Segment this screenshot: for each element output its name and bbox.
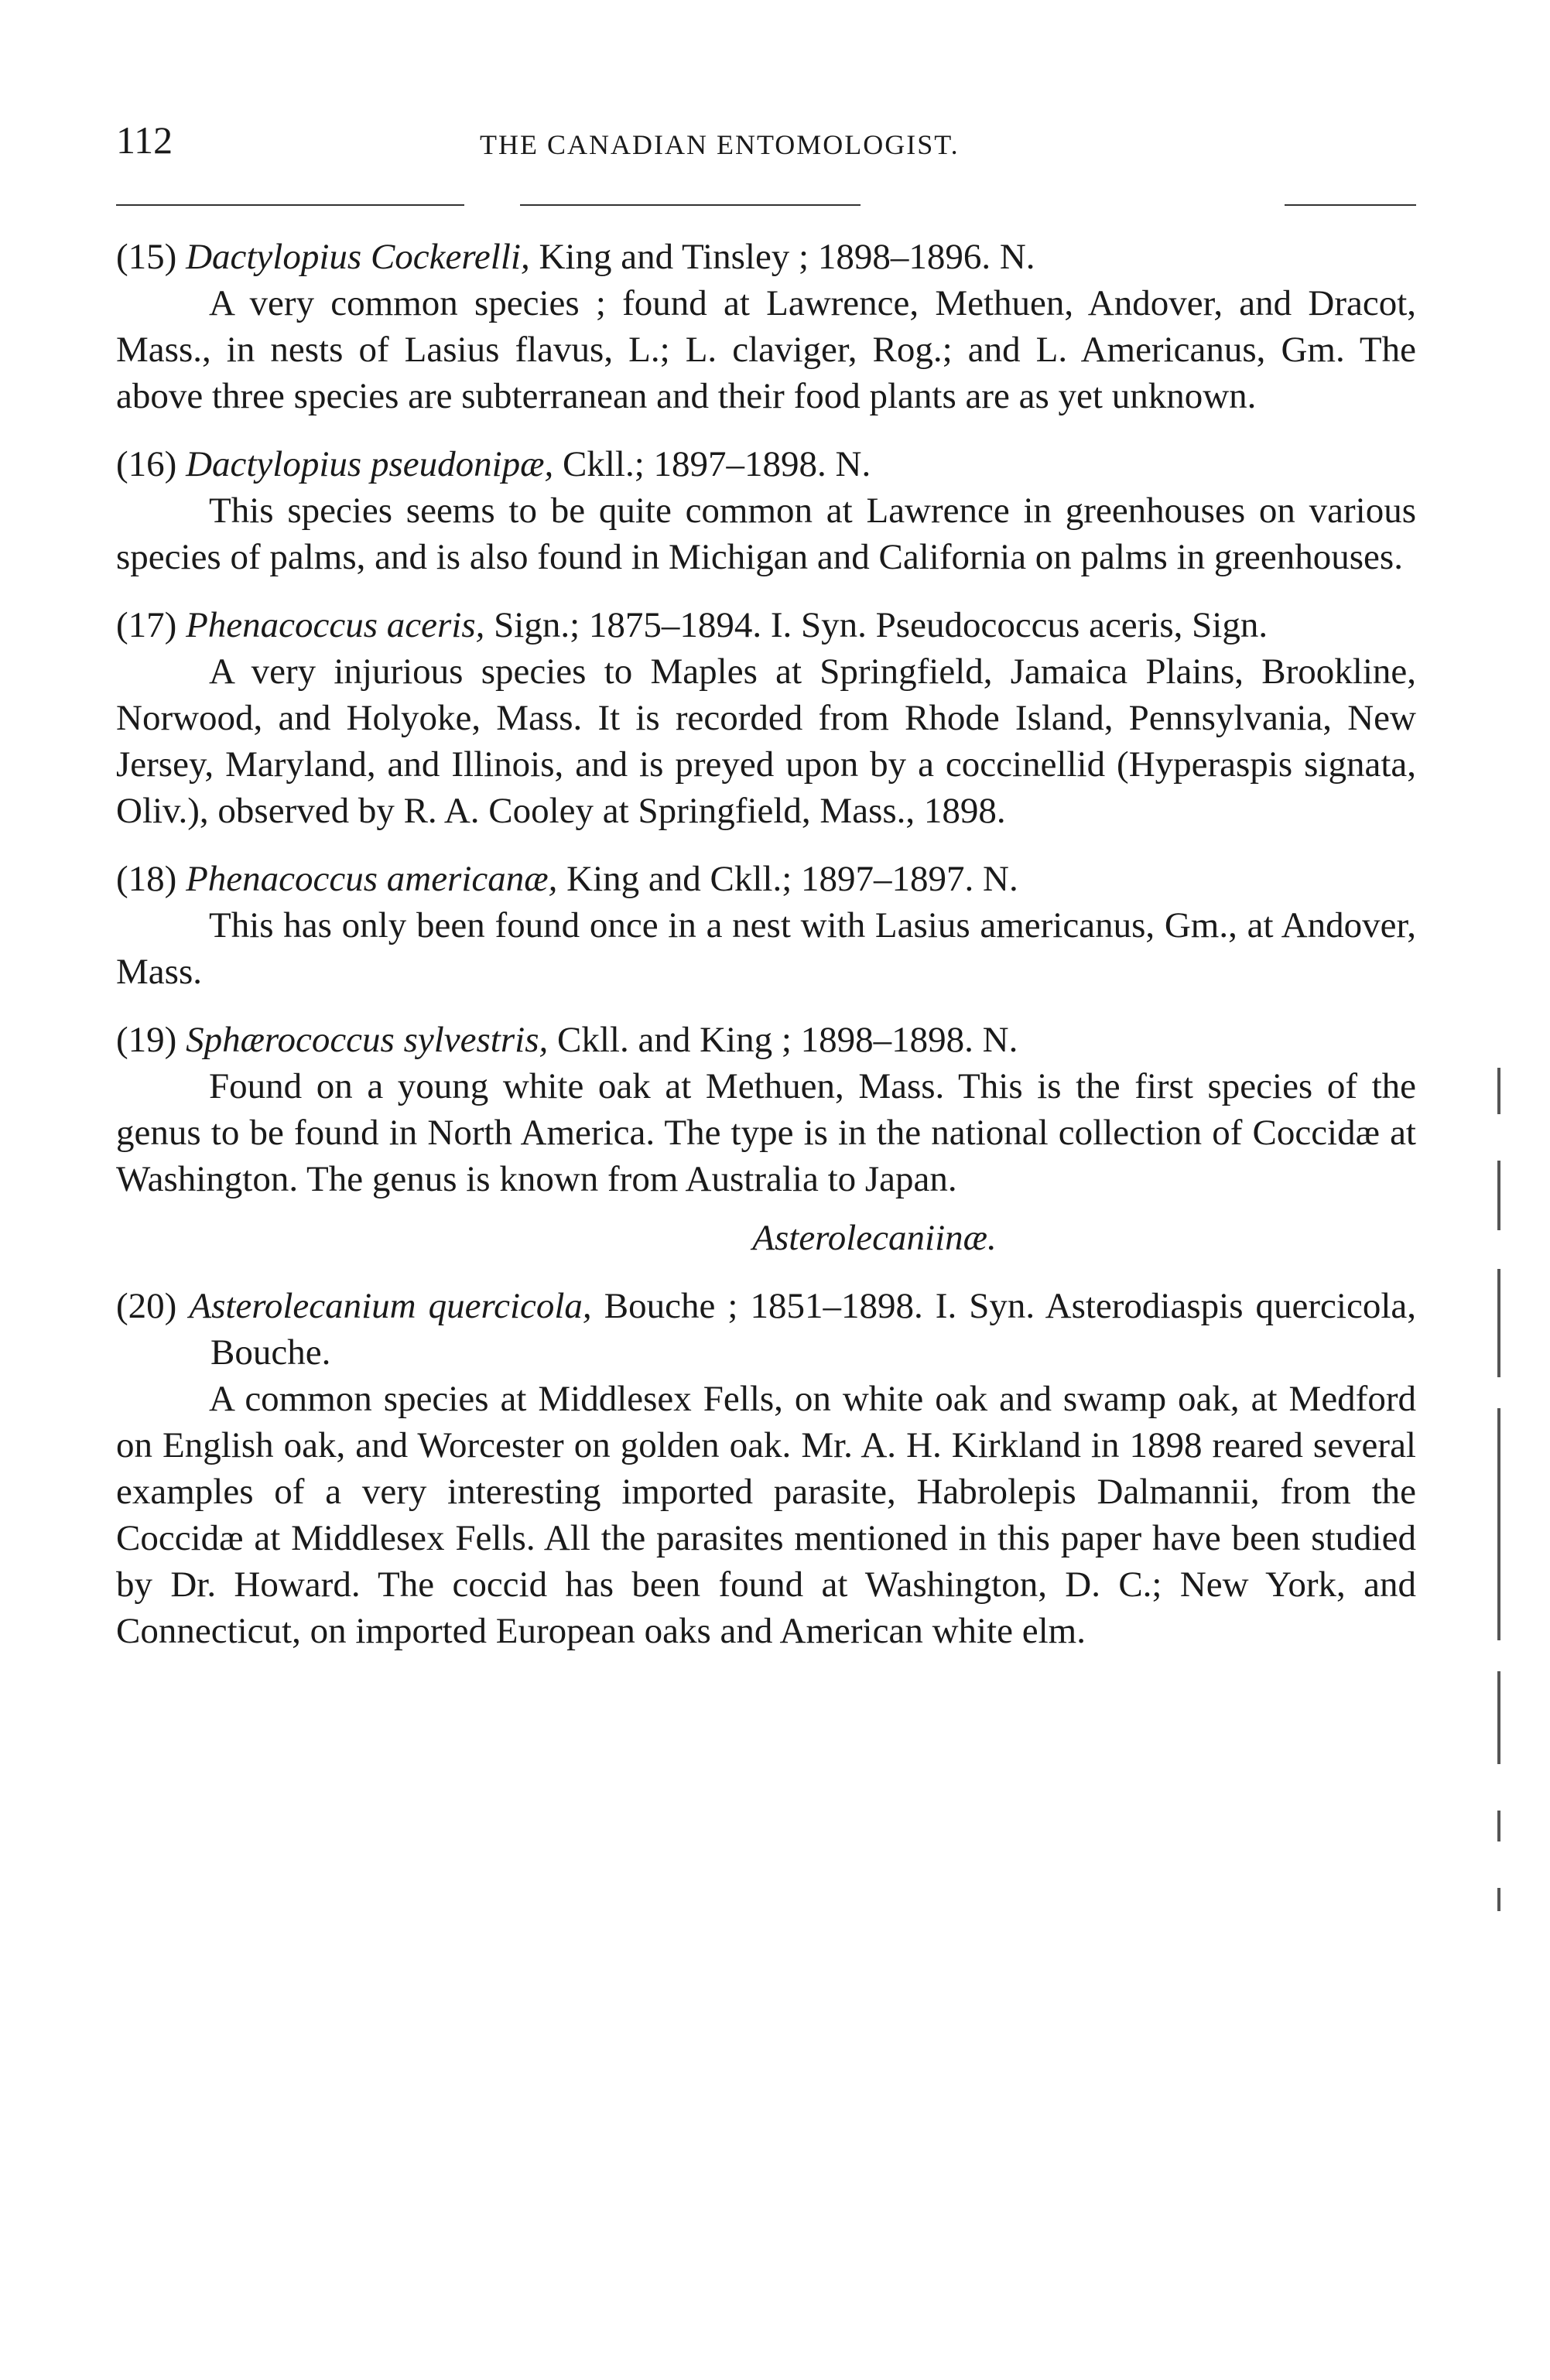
header-rule-right [1285, 204, 1416, 206]
entry-number: (19) [116, 1020, 177, 1060]
entry-number: (15) [116, 237, 177, 277]
species-description: A very common species ; found at Lawrence, Methuen, Andover, and Dracot, Mass., in nests of Lasius flavus, L.; L. claviger, Rog.; and L. Americanus, Gm. The above three species are subterranean and their food plants are as yet unknown. [116, 283, 1416, 416]
bleed-mark [1497, 1408, 1500, 1640]
entry-details: Bouche ; 1851–1898. I. Syn. Asterodiaspis quercicola, Bouche. [210, 1286, 1417, 1373]
entry-number: (17) [116, 605, 177, 645]
species-name: Phenacoccus americanæ, [186, 859, 558, 899]
species-name: Dactylopius Cockerelli, [186, 237, 530, 277]
binding-bleed-marks [1497, 1068, 1505, 2027]
running-title: THE CANADIAN ENTOMOLOGIST. [480, 129, 960, 160]
page-header [116, 118, 1416, 172]
page-body [116, 234, 1416, 1654]
header-rule-left [116, 204, 464, 206]
entry-number: (16) [116, 444, 177, 484]
bleed-mark [1497, 1068, 1500, 1114]
bleed-mark [1497, 1269, 1500, 1377]
species-description: A very injurious species to Maples at Springfield, Jamaica Plains, Brookline, Norwood, and Holyoke, Mass. It is recorded from Rhode Island, Pennsylvania, New Jersey, Maryland, and Illinois, and is preyed upon by a coccinellid (Hyperaspis signata, Oliv.), observed by R. A. Cooley at Springfield, Mass., 1898. [116, 651, 1416, 831]
bleed-mark [1497, 1811, 1500, 1841]
entry-number: (20) [116, 1286, 177, 1326]
entry-details: Ckll.; 1897–1898. N. [563, 444, 871, 484]
species-entry-heading [116, 1283, 1416, 1376]
species-name: Dactylopius pseudonipæ, [186, 444, 554, 484]
species-entry-heading [116, 234, 1416, 280]
header-rule-center [520, 204, 861, 206]
entry-details: King and Ckll.; 1897–1897. N. [566, 859, 1018, 899]
species-entry-heading [116, 602, 1416, 648]
species-name: Phenacoccus aceris, [186, 605, 485, 645]
species-description: A common species at Middlesex Fells, on white oak and swamp oak, at Medford on English oak, and Worcester on golden oak. Mr. A. H. Kirkland in 1898 reared several examples of a very interesting imported parasite, Habrolepis Dalmannii, from the Coccidæ at Middlesex Fells. All the parasites mentioned in this paper have been studied by Dr. Howard. The coccid has been found at Washington, D. C.; New York, and Connecticut, on imported European oaks and American white elm. [116, 1379, 1416, 1651]
species-description: This species seems to be quite common at Lawrence in greenhouses on various species of palms, and is also found in Michigan and California on palms in greenhouses. [116, 491, 1416, 577]
entry-details: King and Tinsley ; 1898–1896. N. [539, 237, 1035, 277]
entry-details: Sign.; 1875–1894. I. Syn. Pseudococcus aceris, Sign. [494, 605, 1268, 645]
species-entry-heading [116, 441, 1416, 487]
bleed-mark [1497, 1671, 1500, 1764]
page-number: 112 [116, 118, 173, 162]
species-name: Sphærococcus sylvestris, [186, 1020, 549, 1060]
entry-details: Ckll. and King ; 1898–1898. N. [557, 1020, 1018, 1060]
section-heading: Asterolecaniinæ. [752, 1218, 997, 1258]
species-entry-heading [116, 1017, 1416, 1063]
species-description: Found on a young white oak at Methuen, Mass. This is the first species of the genus to be found in North America. The type is in the national collection of Coccidæ at Washington. The genus is known from Australia to Japan. [116, 1066, 1416, 1199]
species-entry-heading [116, 856, 1416, 902]
entry-number: (18) [116, 859, 177, 899]
species-description: This has only been found once in a nest with Lasius americanus, Gm., at Andover, Mass. [116, 905, 1416, 992]
bleed-mark [1497, 1888, 1500, 1911]
bleed-mark [1497, 1161, 1500, 1230]
species-name: Asterolecanium quercicola, [189, 1286, 592, 1326]
